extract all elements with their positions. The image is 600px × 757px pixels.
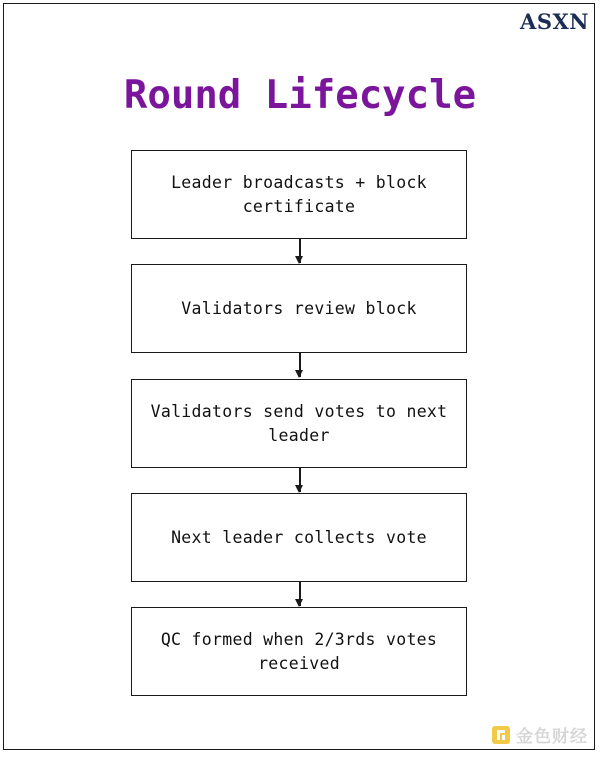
flow-arrow-1 — [299, 239, 301, 263]
step-box-4 — [131, 493, 467, 582]
page-title: Round Lifecycle — [123, 73, 477, 118]
step-box-3 — [131, 379, 467, 468]
flow-arrow-2 — [299, 353, 301, 377]
flow-arrow-4 — [299, 582, 301, 606]
step-box-1 — [131, 150, 467, 239]
step-label: Next leader collects vote — [171, 527, 427, 547]
flow-arrow-3 — [299, 468, 301, 492]
step-label: Leader broadcasts + block certificate — [171, 172, 427, 216]
step-label: Validators review block — [181, 298, 417, 318]
step-box-5 — [131, 607, 467, 696]
watermark — [491, 722, 588, 747]
watermark-logo-icon — [491, 725, 511, 745]
step-label: QC formed when 2/3rds votes received — [160, 629, 438, 673]
watermark-text: 金色财经 — [516, 727, 588, 747]
step-label: Validators send votes to next leader — [150, 401, 448, 445]
brand-logo: ASXN — [520, 9, 589, 34]
step-box-2 — [131, 264, 467, 353]
